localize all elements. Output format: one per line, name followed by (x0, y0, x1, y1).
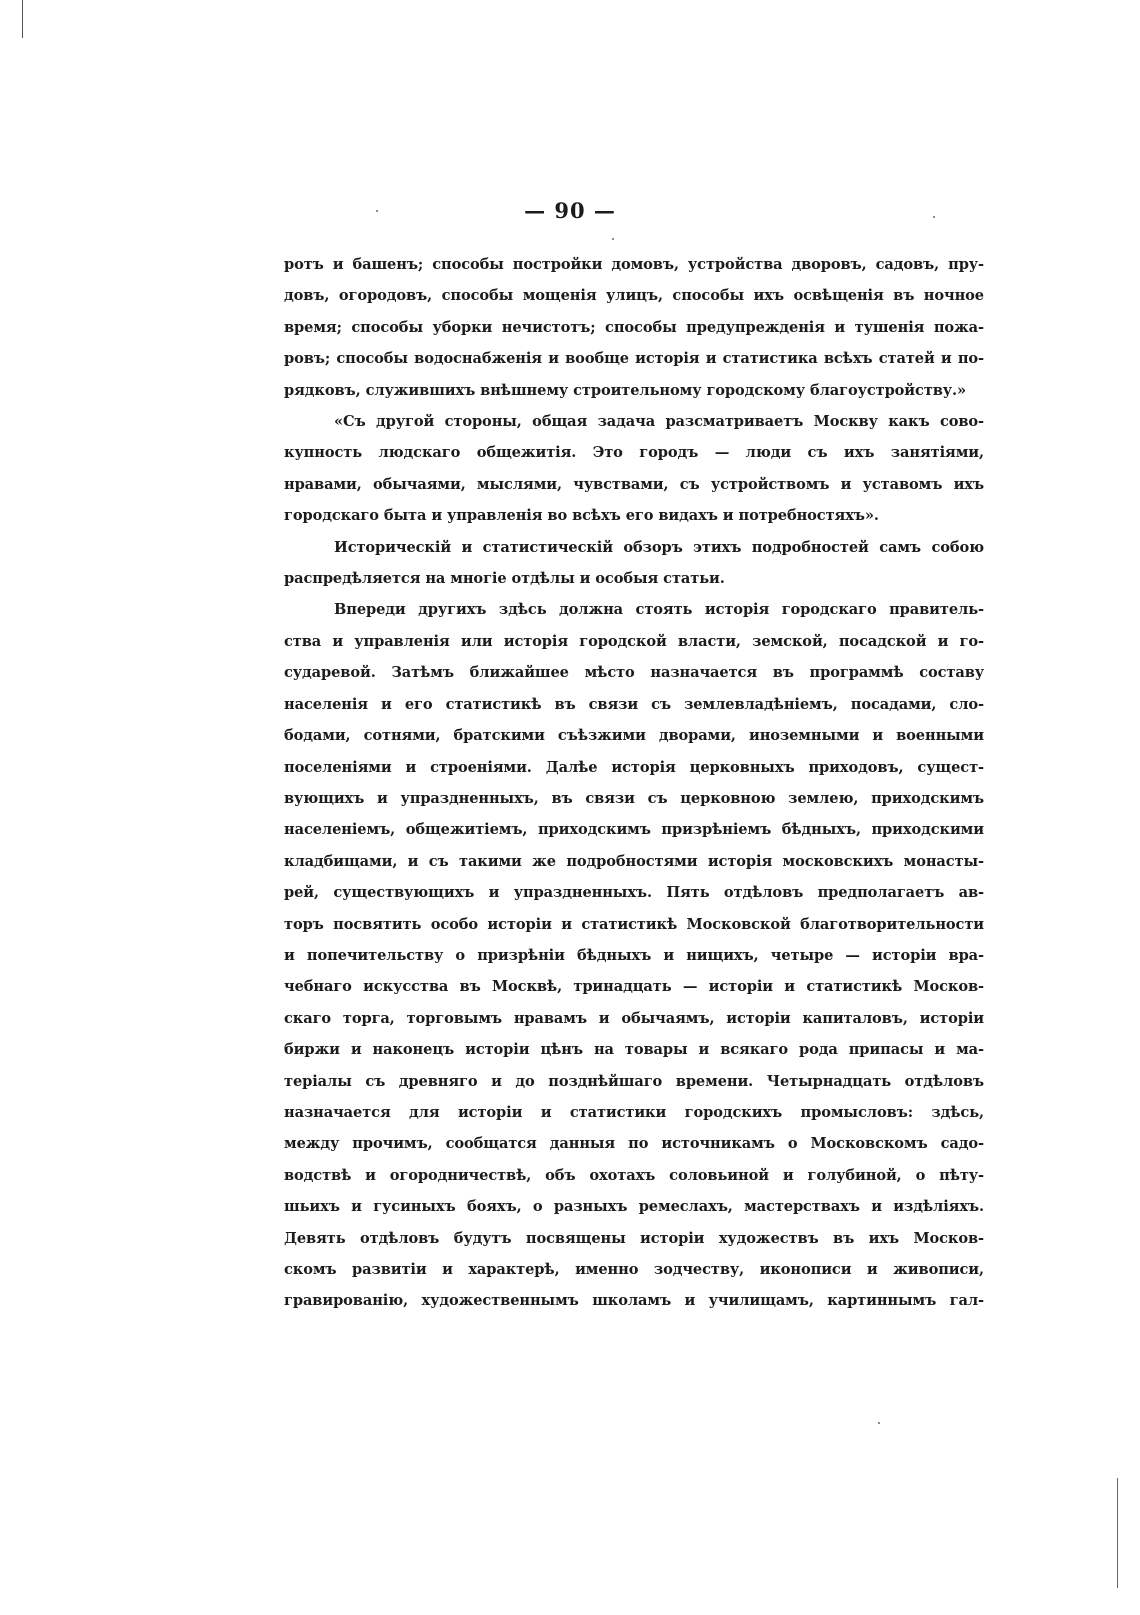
text-line: чебнаго искусства въ Москвѣ, тринадцать — исторіи и статистикѣ Москов- (284, 978, 984, 996)
text-line: между прочимъ, сообщатся данныя по источникамъ о Московскомъ садо- (284, 1135, 984, 1153)
text-line: Впереди другихъ здѣсь должна стоять исторія городскаго правитель- (334, 601, 984, 619)
text-line: распредѣляется на многіе отдѣлы и особыя статьи. (284, 570, 725, 588)
text-line: Девять отдѣловъ будутъ посвящены исторіи художествъ въ ихъ Москов- (284, 1229, 984, 1247)
scan-edge-mark (1117, 1478, 1118, 1588)
text-line: купность людскаго общежитія. Это городъ — люди съ ихъ занятіями, (284, 444, 984, 462)
text-line: и попечительству о призрѣніи бѣдныхъ и нищихъ, четыре — исторіи вра- (284, 946, 984, 964)
text-line: довъ, огородовъ, способы мощенія улицъ, способы ихъ освѣщенія въ ночное (284, 287, 984, 305)
text-line: «Съ другой стороны, общая задача разсматриваетъ Москву какъ сово- (334, 413, 984, 431)
text-line: ства и управленія или исторія городской власти, земской, посадской и го- (284, 632, 984, 650)
text-line: кладбищами, и съ такими же подробностями исторія московскихъ монасты- (284, 852, 984, 870)
scan-speck (612, 238, 614, 240)
text-line: торъ посвятить особо исторіи и статистикѣ Московской благотворительности (284, 915, 984, 933)
body-text (284, 249, 984, 1317)
text-line: шьихъ и гусиныхъ бояхъ, о разныхъ ремеслахъ, мастерствахъ и издѣліяхъ. (284, 1198, 984, 1216)
scan-speck (878, 1422, 880, 1424)
text-line: ровъ; способы водоснабженія и вообще исторія и статистика всѣхъ статей и по- (284, 350, 984, 368)
text-line: гравированію, художественнымъ школамъ и училищамъ, картиннымъ гал- (284, 1292, 984, 1310)
text-line: водствѣ и огородничествѣ, объ охотахъ соловьиной и голубиной, о пѣту- (284, 1166, 984, 1184)
text-line: сударевой. Затѣмъ ближайшее мѣсто назначается въ программѣ составу (284, 664, 984, 682)
text-line: населеніемъ, общежитіемъ, приходскимъ призрѣніемъ бѣдныхъ, приходскими (284, 821, 984, 839)
text-line: скомъ развитіи и характерѣ, именно зодчеству, иконописи и живописи, (284, 1261, 984, 1278)
text-line: назначается для исторіи и статистики городскихъ промысловъ: здѣсь, (284, 1103, 984, 1121)
text-line: поселеніями и строеніями. Далѣе исторія церковныхъ приходовъ, сущест- (284, 758, 984, 776)
text-line: скаго торга, торговымъ нравамъ и обычаямъ, исторіи капиталовъ, исторіи (284, 1009, 984, 1027)
text-line: ротъ и башенъ; способы постройки домовъ, устройства дворовъ, садовъ, пру- (284, 256, 984, 273)
text-line: рядковъ, служившихъ внѣшнему строительному городскому благоустройству.» (284, 381, 967, 399)
text-line: время; способы уборки нечистотъ; способы предупрежденія и тушенія пожа- (284, 318, 984, 336)
text-line: нравами, обычаями, мыслями, чувствами, съ устройствомъ и уставомъ ихъ (284, 475, 984, 493)
text-line: бодами, сотнями, братскими съѣзжими дворами, иноземными и военными (284, 727, 984, 745)
text-line: теріалы съ древняго и до позднѣйшаго времени. Четырнадцать отдѣловъ (284, 1072, 984, 1090)
text-line: рей, существующихъ и упраздненныхъ. Пять отдѣловъ предполагаетъ ав- (284, 884, 984, 902)
scan-edge-mark (22, 0, 23, 38)
text-line: городскаго быта и управленія во всѣхъ его видахъ и потребностяхъ». (284, 507, 879, 525)
text-line: Историческій и статистическій обзоръ этихъ подробностей самъ собою (334, 538, 984, 556)
text-line: биржи и наконецъ исторіи цѣнъ на товары и всякаго рода припасы и ма- (284, 1041, 984, 1059)
page-number: — 90 — (524, 198, 616, 223)
text-line: населенія и его статистикѣ въ связи съ землевладѣніемъ, посадами, сло- (284, 695, 984, 713)
text-line: вующихъ и упраздненныхъ, въ связи съ церковною землею, приходскимъ (284, 789, 984, 807)
